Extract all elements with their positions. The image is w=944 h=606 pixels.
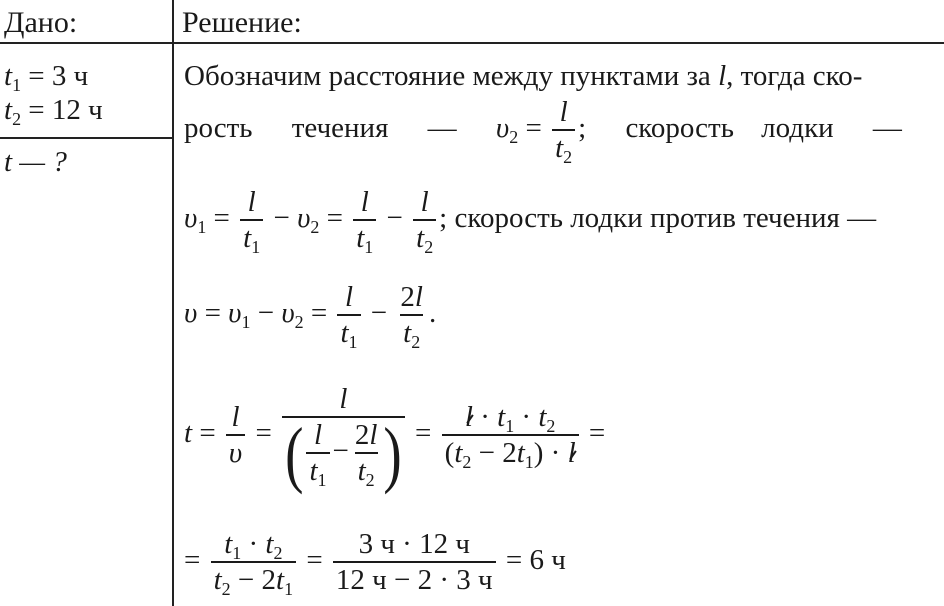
column-divider-line xyxy=(172,0,174,606)
line2-dash-2: — xyxy=(872,112,902,145)
given-find: t — ? xyxy=(4,146,67,178)
fraction-l-over-v: $\frac{l}{\upsilon}$ xyxy=(226,403,245,468)
solution-line-result: = $\frac{t_1 \cdot t_2}{t_2 - 2t_1}$ = $\frac{3 ч \cdot 12 ч}{12 ч - 2 \cdot 3 ч}$ = 6 ч xyxy=(184,528,566,599)
given-t2-value: 12 ч xyxy=(51,94,103,126)
final-result: 6 ч xyxy=(529,544,566,577)
fraction-cancelled: $\frac{l \cdot t_1 \cdot t_2}{(t_2 - 2t_1) \cdot l}$ xyxy=(442,403,579,468)
solution-intro-line xyxy=(184,62,862,91)
solution-line-current-speed: рость течения — $\upsilon_2$ = $\frac{l}{t_2}$ ; скорость лодки — xyxy=(184,96,902,167)
given-t2: $t_2 = 12$ ч xyxy=(4,94,103,129)
numeric-numerator: 3 ч · 12 ч xyxy=(358,528,470,560)
given-t1: $t_1 = 3$ ч xyxy=(4,60,89,95)
intro-text-2: , тогда ско- xyxy=(726,60,863,92)
line2-word-skorost: скорость xyxy=(625,112,734,145)
numeric-denominator: 12 ч − 2 · 3 ч xyxy=(333,561,496,595)
line2-word-techeniya: течения xyxy=(291,112,389,145)
solution-line-boat-speed: $\upsilon_1$ = $\frac{l}{t_1}$ − $\upsilon_2$ = $\frac{l}{t_1}$ − $\frac{l}{t_2}$ ; скорость лодки против течения — xyxy=(184,186,877,257)
fraction-t1t2-over-diff: $\frac{t_1 \cdot t_2}{t_2 - 2t_1}$ xyxy=(211,530,296,595)
intro-text-1: Обозначим расстояние между пунктами за xyxy=(184,60,711,92)
line2-dash: — xyxy=(427,112,457,145)
fraction-l-over-t2: $\frac{l}{t_2}$ xyxy=(552,98,575,163)
solution-line-upstream-speed: $\upsilon = \upsilon_1 - \upsilon_2$ = $\frac{l}{t_1}$ − $\frac{2l}{t_2}$ . xyxy=(184,281,437,352)
fraction-l-over-t1: $\frac{l}{t_1}$ xyxy=(240,188,263,253)
line3-text: скорость лодки против течения — xyxy=(454,202,877,235)
solution-line-time-formula: t = $\frac{l}{\upsilon}$ = l ( $\frac{l}{t_1}$ − $\frac{2l}{t_2}$ ) = $\frac{l \cdot t_1 \cdot t_2}{(t_2 - 2t_1) \cdot l}$ = xyxy=(184,383,606,495)
fraction-2l-over-t2: $\frac{2l}{t_2}$ xyxy=(400,281,423,352)
fraction-numeric xyxy=(333,530,496,595)
given-header: Дано: xyxy=(4,6,78,39)
line2-word-rost: рость xyxy=(184,112,253,145)
solution-header: Решение: xyxy=(182,6,302,39)
given-separator-line xyxy=(0,137,172,139)
intro-var-l: l xyxy=(718,60,727,92)
given-t1-value: 3 ч xyxy=(51,60,89,92)
fraction-l-over-t1-b: $\frac{l}{t_1}$ xyxy=(353,188,376,253)
fraction-l-over-paren: l ( $\frac{l}{t_1}$ − $\frac{2l}{t_2}$ ) xyxy=(282,385,405,486)
header-separator-line xyxy=(0,42,944,44)
fraction-l-over-t2-b: $\frac{l}{t_2}$ xyxy=(413,188,436,253)
line2-word-lodki: лодки xyxy=(761,112,834,145)
fraction-l-over-t1-c: $\frac{l}{t_1}$ xyxy=(337,283,360,348)
